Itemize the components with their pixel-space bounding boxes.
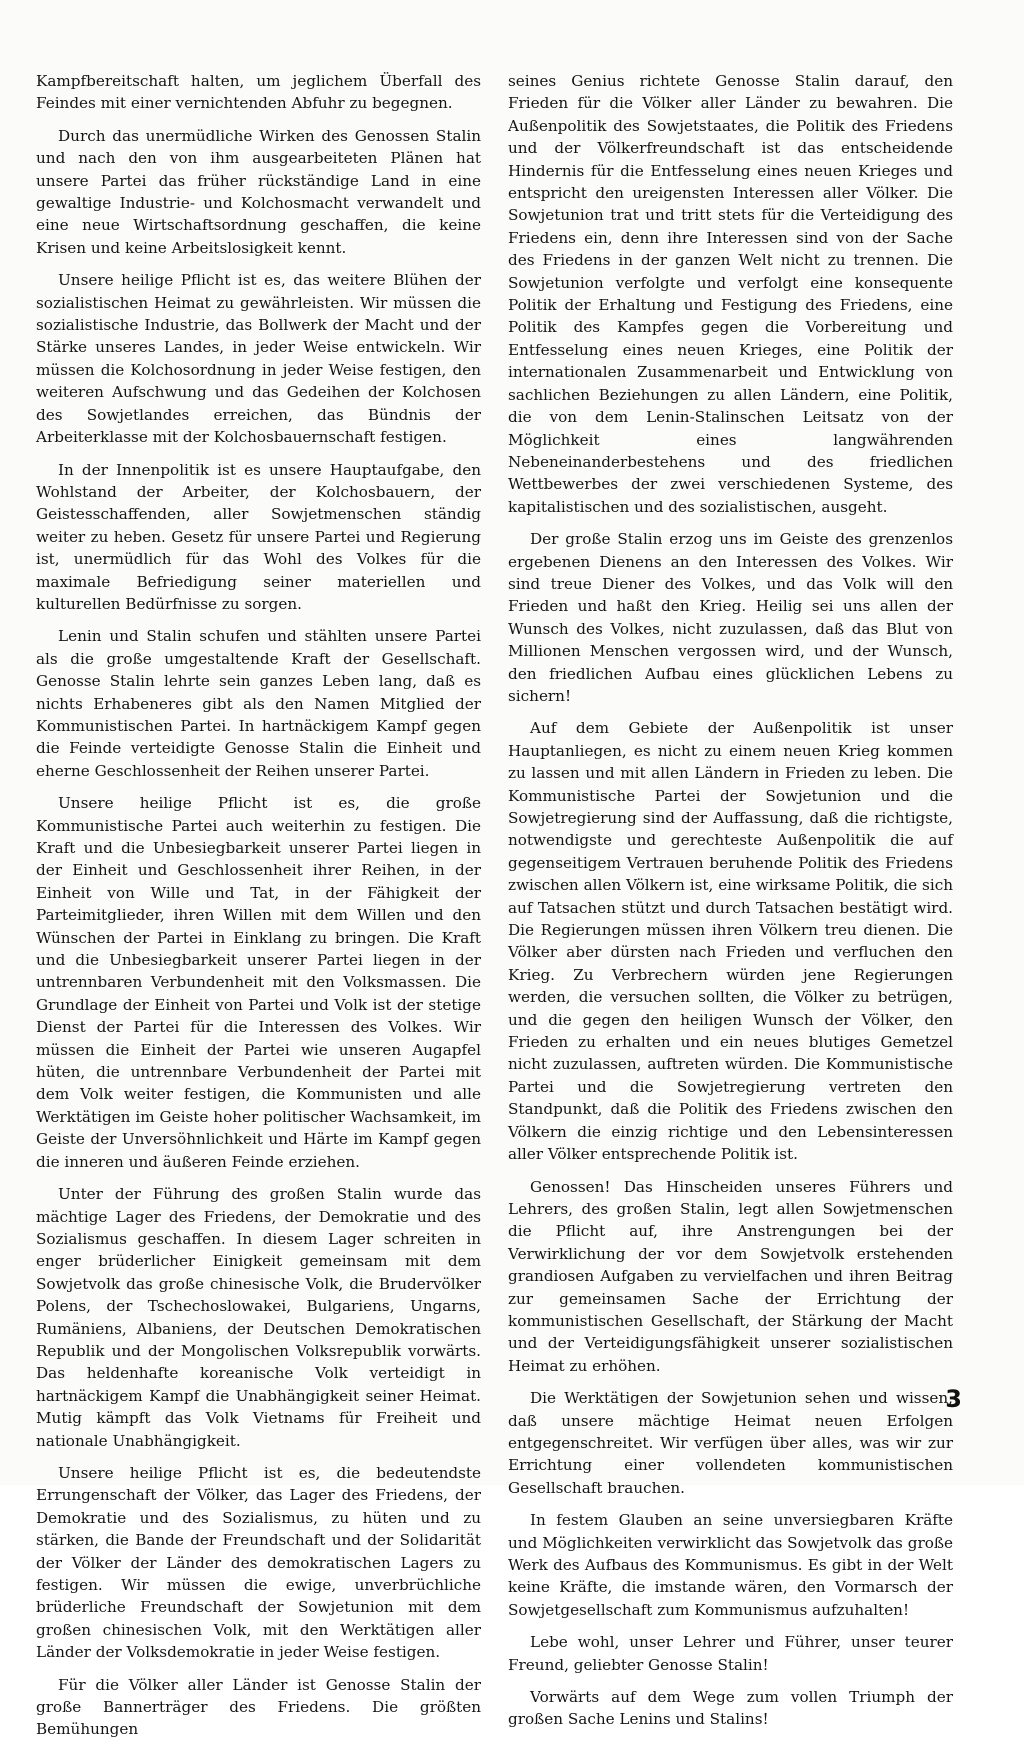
- paragraph: Vorwärts auf dem Wege zum vollen Triumph der großen Sache Lenins und Stalins!: [508, 1688, 953, 1729]
- paragraph: Durch das unermüdliche Wirken des Genossen Stalin und nach den von ihm ausgearbeiteten Plänen hat unsere Partei das früher rückständige Land in eine gewaltige Industrie- und Kolchosmacht verwandelt und eine neue Wirtschaftsordnung geschaffen, die keine Krisen und keine Arbeitslosigkeit kennt.: [36, 126, 481, 257]
- paragraph: Auf dem Gebiete der Außenpolitik ist unser Hauptanliegen, es nicht zu einem neuen Krieg kommen zu lassen und mit allen Ländern in Frieden zu leben. Die Kommunistische Partei der Sowjetunion und die Sowjetregierung sind der Auffassung, daß die richtigste, notwendigste und gerechteste Außenpolitik die auf gegenseitigem Vertrauen beruhende Politik des Friedens zwischen allen Völkern ist, eine wirksame Politik, die sich auf Tatsachen stützt und durch Tatsachen bestätigt wird. Die Regierungen müssen ihren Völkern treu dienen. Die Völker aber dürsten nach Frieden und verfluchen den Krieg. Zu Verbrechern würden jene Regierungen werden, die versuchen sollten, die Völker zu betrügen, und die gegen den heiligen Wunsch der Völker, den Frieden zu erhalten und ein neues blutiges Gemetzel nicht zuzulassen, auftreten würden. Die Kommunistische Partei und die Sowjetregierung vertreten den Standpunkt, daß die Politik des Friedens zwischen den Völkern die einzig richtige und den Lebensinteressen aller Völker entsprechende Politik ist.: [508, 719, 953, 1164]
- paragraph: Unsere heilige Pflicht ist es, die bedeutendste Errungenschaft der Völker, das Lager des Friedens, der Demokratie und des Sozialismus, zu hüten und zu stärken, die Bande der Freundschaft und der Solidarität der Völker der Länder des demokratischen Lagers zu festigen. Wir müssen die ewige, unverbrüchliche brüderliche Freundschaft der Sowjetunion mit dem großen chinesischen Volk, mit den Werktätigen aller Länder der Volksdemokratie in jeder Weise festigen.: [36, 1463, 481, 1662]
- paragraph: Unter der Führung des großen Stalin wurde das mächtige Lager des Friedens, der Demokratie und des Sozialismus geschaffen. In diesem Lager schreiten in enger brüderlicher Einigkeit gemeinsam mit dem Sowjetvolk das große chinesische Volk, die Brudervölker Polens, der Tschechoslowakei, Bulgariens, Ungarns, Rumäniens, Albaniens, der Deutschen Demokratischen Republik und der Mongolischen Volksrepublik vorwärts. Das heldenhafte koreanische Volk verteidigt in hartnäckigem Kampf die Unabhängigkeit seiner Heimat. Mutig kämpft das Volk Vietnams für Freiheit und nationale Unabhängigkeit.: [36, 1185, 481, 1450]
- paragraph: Lebe wohl, unser Lehrer und Führer, unser teurer Freund, geliebter Genosse Stalin!: [508, 1633, 953, 1674]
- left-column: [36, 70, 481, 1751]
- page-number: 3: [945, 1385, 962, 1413]
- right-column: [508, 70, 953, 1741]
- paragraph: Für die Völker aller Länder ist Genosse Stalin der große Bannerträger des Friedens. Die größten Bemühungen: [36, 1675, 481, 1739]
- paragraph: Unsere heilige Pflicht ist es, das weitere Blühen der sozialistischen Heimat zu gewährleisten. Wir müssen die sozialistische Industrie, das Bollwerk der Macht und der Stärke unseres Landes, in jeder Weise entwickeln. Wir müssen die Kolchosordnung in jeder Weise festigen, den weiteren Aufschwung und das Gedeihen der Kolchosen des Sowjetlandes erreichen, das Bündnis der Arbeiterklasse mit der Kolchosbauernschaft festigen.: [36, 271, 481, 447]
- paragraph: Unsere heilige Pflicht ist es, die große Kommunistische Partei auch weiterhin zu festigen. Die Kraft und die Unbesiegbarkeit unserer Partei liegen in der Einheit und Geschlossenheit ihrer Reihen, in der Einheit von Wille und Tat, in der Fähigkeit der Parteimitglieder, ihren Willen mit dem Willen und den Wünschen der Partei in Einklang zu bringen. Die Kraft und die Unbesiegbarkeit unserer Partei liegen in der untrennbaren Verbundenheit mit den Volksmassen. Die Grundlage der Einheit von Partei und Volk ist der stetige Dienst der Partei für die Interessen des Volkes. Wir müssen die Einheit der Partei wie unseren Augapfel hüten, die untrennbare Verbundenheit der Partei mit dem Volk weiter festigen, die Kommunisten und alle Werktätigen im Geiste hoher politischer Wachsamkeit, im Geiste der Unversöhnlichkeit und Härte im Kampf gegen die inneren und äußeren Feinde erziehen.: [36, 794, 481, 1171]
- paragraph: In der Innenpolitik ist es unsere Hauptaufgabe, den Wohlstand der Arbeiter, der Kolchosbauern, der Geistesschaffenden, aller Sowjetmenschen ständig weiter zu heben. Gesetz für unsere Partei und Regierung ist, unermüdlich für das Wohl des Volkes für die maximale Befriedigung seiner materiellen und kulturellen Bedürfnisse zu sorgen.: [36, 460, 481, 613]
- paragraph: Der große Stalin erzog uns im Geiste des grenzenlos ergebenen Dienens an den Interessen des Volkes. Wir sind treue Diener des Volkes, und das Volk will den Frieden und haßt den Krieg. Heilig sei uns allen der Wunsch des Volkes, nicht zuzulassen, daß das Blut von Millionen Menschen vergossen wird, und der Wunsch, den friedlichen Aufbau eines glücklichen Lebens zu sichern!: [508, 530, 953, 705]
- paragraph: Kampfbereitschaft halten, um jeglichem Überfall des Feindes mit einer vernichtenden Abfuhr zu begegnen.: [36, 72, 481, 113]
- paragraph: seines Genius richtete Genosse Stalin darauf, den Frieden für die Völker aller Länder zu bewahren. Die Außenpolitik des Sowjetstaates, die Politik des Friedens und der Völkerfreundschaft ist das entscheidende Hindernis für die Entfesselung eines neuen Krieges und entspricht den ureigensten Interessen aller Völker. Die Sowjetunion trat und tritt stets für die Verteidigung des Friedens ein, denn ihre Interessen sind von der Sache des Friedens in der ganzen Welt nicht zu trennen. Die Sowjetunion verfolgte und verfolgt eine konsequente Politik der Erhaltung und Festigung des Friedens, eine Politik des Kampfes gegen die Vorbereitung und Entfesselung eines neuen Krieges, eine Politik der internationalen Zusammenarbeit und Entwicklung von sachlichen Beziehungen zu allen Ländern, eine Politik, die von dem Lenin-Stalinschen Leitsatz von der Möglichkeit eines langwährenden Nebeneinanderbestehens und des friedlichen Wettbewerbes der zwei verschiedenen Systeme, des kapitalistischen und des sozialistischen, ausgeht.: [508, 72, 953, 516]
- paragraph: Genossen! Das Hinscheiden unseres Führers und Lehrers, des großen Stalin, legt allen Sowjetmenschen die Pflicht auf, ihre Anstrengungen bei der Verwirklichung der vor dem Sowjetvolk erstehenden grandiosen Aufgaben zu vervielfachen und ihren Beitrag zur gemeinsamen Sache der Errichtung der kommunistischen Gesellschaft, der Stärkung der Macht und der Verteidigungsfähigkeit unserer sozialistischen Heimat zu erhöhen.: [508, 1177, 953, 1375]
- paragraph: Die Werktätigen der Sowjetunion sehen und wissen, daß unsere mächtige Heimat neuen Erfolgen entgegenschreitet. Wir verfügen über alles, was wir zur Errichtung einer vollendeten kommunistischen Gesellschaft brauchen.: [508, 1389, 953, 1497]
- paragraph: In festem Glauben an seine unversiegbaren Kräfte und Möglichkeiten verwirklicht das Sowjetvolk das große Werk des Aufbaus des Kommunismus. Es gibt in der Welt keine Kräfte, die imstande wären, den Vormarsch der Sowjetgesellschaft zum Kommunismus aufzuhalten!: [508, 1511, 953, 1619]
- paragraph: Lenin und Stalin schufen und stählten unsere Partei als die große umgestaltende Kraft der Gesellschaft. Genosse Stalin lehrte sein ganzes Leben lang, daß es nichts Erhabeneres gibt als den Namen Mitglied der Kommunistischen Partei. In hartnäckigem Kampf gegen die Feinde verteidigte Genosse Stalin die Einheit und eherne Geschlossenheit der Reihen unserer Partei.: [36, 627, 481, 780]
